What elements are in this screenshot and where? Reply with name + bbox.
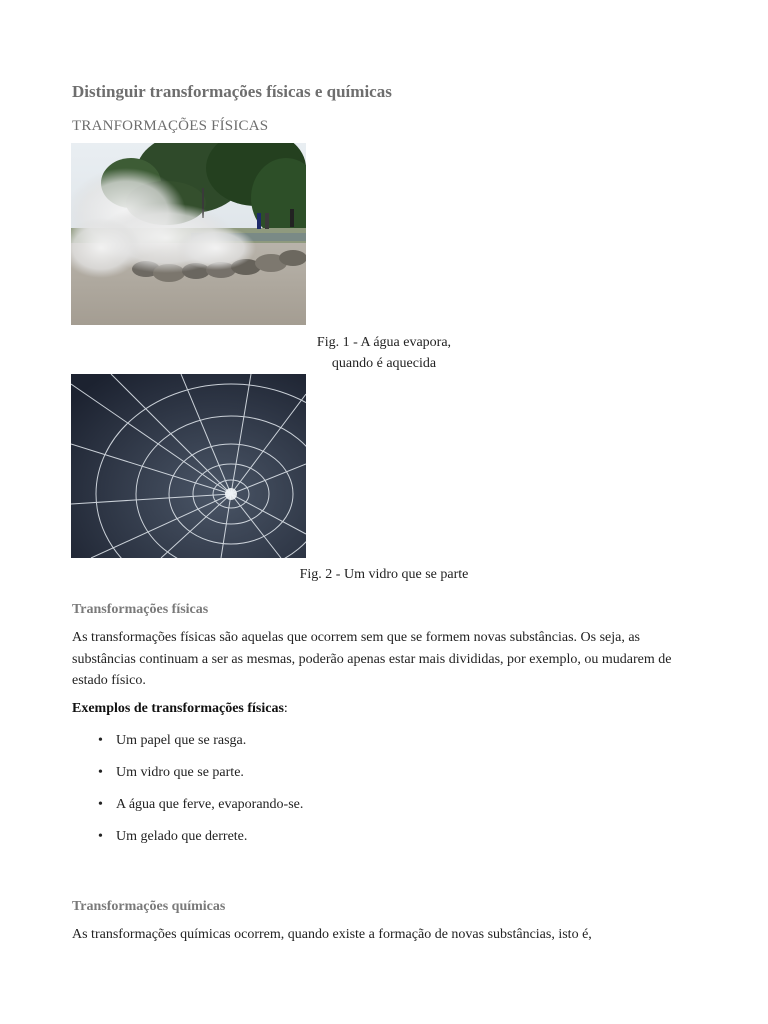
physical-heading: Transformações físicas	[72, 602, 209, 617]
section-title: TRANFORMAÇÕES FÍSICAS	[72, 118, 269, 134]
examples-label-text: Exemplos de transformações físicas	[72, 701, 284, 716]
list-item: • A água que ferve, evaporando-se.	[98, 792, 303, 824]
examples-list	[98, 728, 303, 856]
examples-label	[72, 701, 288, 717]
chemical-heading: Transformações químicas	[72, 899, 226, 914]
figure1-caption-line1: Fig. 1 - A água evapora,	[316, 335, 452, 350]
list-item: • Um gelado que derrete.	[98, 824, 303, 856]
list-item: • Um papel que se rasga.	[98, 728, 303, 760]
figure1-caption-line2: quando é aquecida	[331, 356, 437, 371]
steam-photo	[71, 143, 306, 325]
physical-paragraph: As transformações físicas são aquelas que ocorrem sem que se formem novas substâncias. Os seja, as substâncias continuam a ser as mesmas, poderão apenas estar mais divididas, por exemplo, ou mudarem de estado físico.	[72, 630, 672, 688]
examples-label-colon: :	[283, 701, 288, 716]
figure1-caption	[284, 332, 484, 374]
list-item: • Um vidro que se parte.	[98, 760, 303, 792]
figure2-caption: Fig. 2 - Um vidro que se parte	[299, 567, 469, 582]
chemical-paragraph: As transformações químicas ocorrem, quando existe a formação de novas substâncias, isto é,	[72, 927, 592, 942]
broken-glass-photo	[71, 374, 306, 558]
document-title: Distinguir transformações físicas e químicas	[72, 82, 392, 101]
